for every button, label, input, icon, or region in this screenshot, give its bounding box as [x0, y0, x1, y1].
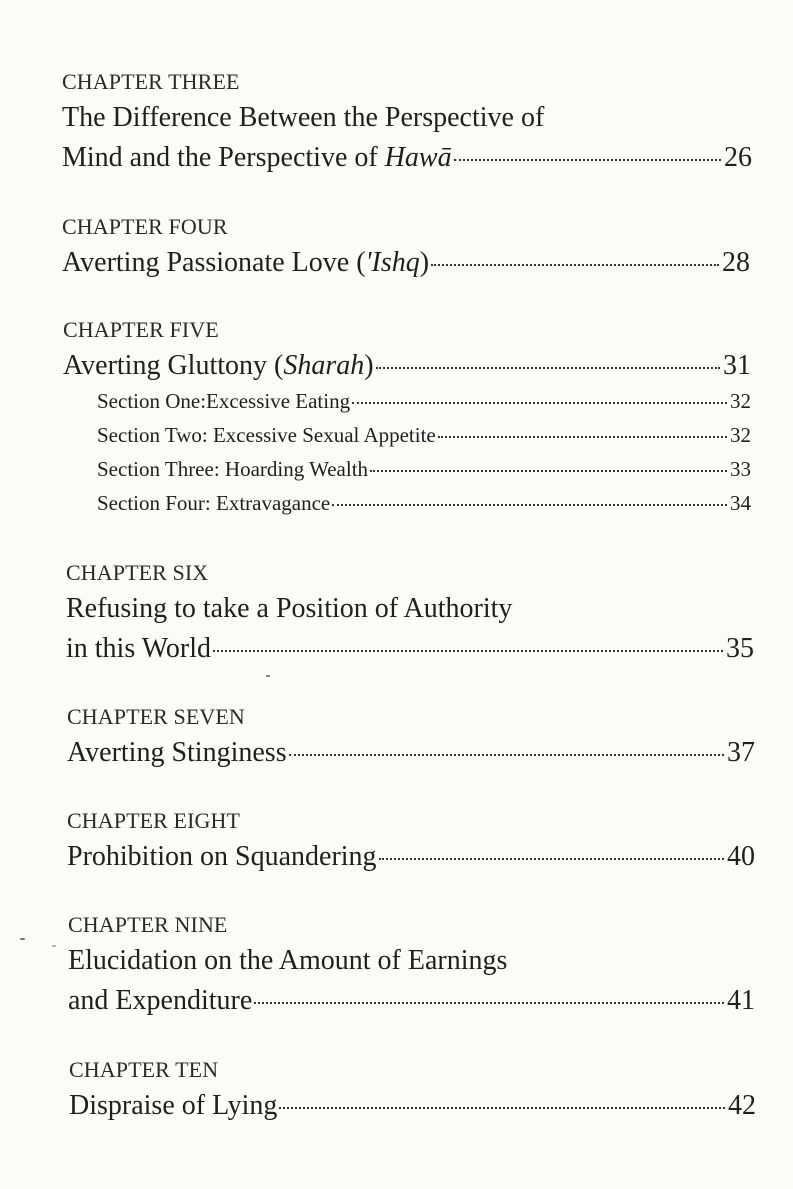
- dot-leader: [279, 1107, 725, 1109]
- page-number: 28: [722, 247, 750, 278]
- toc-chapter-ten: [69, 1056, 756, 1126]
- chapter-heading: CHAPTER NINE: [68, 912, 228, 937]
- toc-chapter-six: [66, 559, 754, 669]
- page-number: 26: [724, 142, 752, 173]
- chapter-title-line: [66, 589, 754, 629]
- chapter-title-text: in this World: [66, 633, 212, 664]
- page-number: 32: [730, 389, 751, 413]
- chapter-heading: CHAPTER FIVE: [63, 317, 219, 342]
- page-number: 31: [723, 350, 751, 381]
- dot-leader: [379, 858, 724, 860]
- section-title: Section One:Excessive Eating: [97, 389, 351, 413]
- chapter-heading: CHAPTER FOUR: [62, 214, 228, 239]
- toc-chapter-eight: [67, 807, 755, 877]
- chapter-title-text: and Expenditure: [68, 985, 253, 1016]
- chapter-title-text: Dispraise of Lying: [69, 1090, 278, 1121]
- dot-leader: [332, 504, 727, 506]
- chapter-title-text: Mind and the Perspective of Hawā: [62, 142, 452, 173]
- section-line: [97, 486, 751, 520]
- scan-speck: [20, 938, 25, 940]
- dot-leader: [289, 754, 724, 756]
- chapter-heading: CHAPTER SEVEN: [67, 704, 245, 729]
- page-number: 40: [727, 841, 755, 872]
- toc-chapter-five: [63, 316, 751, 520]
- chapter-title-text: Averting Gluttony (Sharah): [63, 350, 374, 381]
- chapter-title-text: Elucidation on the Amount of Earnings: [68, 945, 508, 976]
- chapter-heading: CHAPTER THREE: [62, 69, 240, 94]
- section-title: Section Two: Excessive Sexual Appetite: [97, 423, 436, 447]
- toc-chapter-seven: [67, 703, 755, 773]
- chapter-heading: CHAPTER SIX: [66, 560, 209, 585]
- toc-chapter-three: [62, 68, 752, 178]
- page-number: 37: [727, 737, 755, 768]
- dot-leader: [454, 159, 721, 161]
- chapter-title-text: Averting Passionate Love ('Ishq): [62, 247, 430, 278]
- section-line: [97, 452, 751, 486]
- chapter-title-line: [62, 98, 752, 138]
- page-number: 41: [727, 985, 755, 1016]
- page-number: 42: [728, 1090, 756, 1121]
- chapter-title-line: [67, 733, 755, 773]
- page-number: 33: [730, 457, 751, 481]
- dot-leader: [431, 264, 719, 266]
- chapter-heading: CHAPTER TEN: [69, 1057, 219, 1082]
- chapter-title-text: The Difference Between the Perspective of: [62, 102, 545, 133]
- dot-leader: [213, 650, 723, 652]
- dot-leader: [254, 1002, 724, 1004]
- section-line: [97, 418, 751, 452]
- chapter-title-text: Averting Stinginess: [67, 737, 287, 768]
- scan-speck: [52, 945, 56, 947]
- dot-leader: [352, 402, 727, 404]
- dot-leader: [370, 470, 727, 472]
- chapter-title-line: [62, 138, 752, 178]
- toc-chapter-nine: [68, 911, 755, 1021]
- section-line: [97, 384, 751, 418]
- page-number: 35: [726, 633, 754, 664]
- section-list: [97, 384, 751, 520]
- chapter-title-line: [63, 346, 751, 386]
- chapter-title-line: [69, 1086, 756, 1126]
- dot-leader: [438, 436, 727, 438]
- chapter-title-line: [67, 837, 755, 877]
- toc-chapter-four: [62, 213, 750, 283]
- chapter-title-text: Refusing to take a Position of Authority: [66, 593, 513, 624]
- page-number: 34: [730, 491, 751, 515]
- chapter-heading: CHAPTER EIGHT: [67, 808, 241, 833]
- scan-speck: [266, 675, 270, 677]
- chapter-title-text: Prohibition on Squandering: [67, 841, 377, 872]
- page-number: 32: [730, 423, 751, 447]
- chapter-title-line: [68, 981, 755, 1021]
- chapter-title-line: [68, 941, 755, 981]
- section-title: Section Three: Hoarding Wealth: [97, 457, 369, 481]
- chapter-title-line: [62, 243, 750, 283]
- dot-leader: [376, 367, 720, 369]
- section-title: Section Four: Extravagance: [97, 491, 331, 515]
- chapter-title-line: [66, 629, 754, 669]
